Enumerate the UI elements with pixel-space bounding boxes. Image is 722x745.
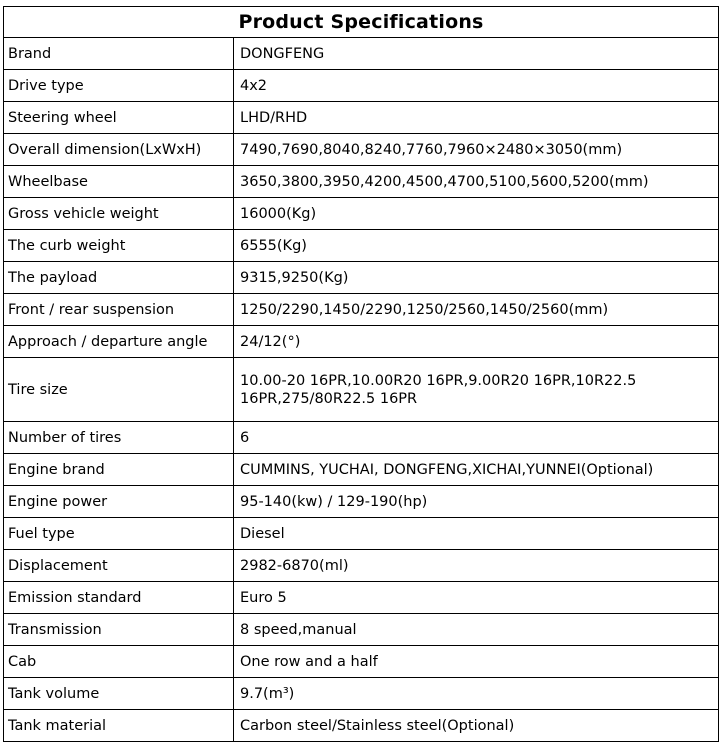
table-row <box>4 422 719 454</box>
spec-value: 6 <box>234 422 719 454</box>
table-row <box>4 454 719 486</box>
spec-label: Gross vehicle weight <box>4 198 234 230</box>
spec-value: 3650,3800,3950,4200,4500,4700,5100,5600,5200(mm) <box>234 166 719 198</box>
spec-table <box>3 6 719 742</box>
table-title: Product Specifications <box>4 7 719 38</box>
spec-value: CUMMINS, YUCHAI, DONGFENG,XICHAI,YUNNEI(Optional) <box>234 454 719 486</box>
spec-value: 24/12(°) <box>234 326 719 358</box>
table-row <box>4 582 719 614</box>
table-row <box>4 678 719 710</box>
table-row <box>4 518 719 550</box>
spec-value: 9.7(m³) <box>234 678 719 710</box>
spec-value: 7490,7690,8040,8240,7760,7960×2480×3050(mm) <box>234 134 719 166</box>
spec-label: Brand <box>4 38 234 70</box>
spec-label: Engine brand <box>4 454 234 486</box>
spec-value: 8 speed,manual <box>234 614 719 646</box>
spec-label: Steering wheel <box>4 102 234 134</box>
table-row <box>4 646 719 678</box>
table-row <box>4 198 719 230</box>
spec-label: Cab <box>4 646 234 678</box>
table-row <box>4 614 719 646</box>
table-row <box>4 134 719 166</box>
spec-label: Engine power <box>4 486 234 518</box>
spec-label: Tank material <box>4 710 234 742</box>
spec-label: Fuel type <box>4 518 234 550</box>
spec-label: Emission standard <box>4 582 234 614</box>
table-row <box>4 486 719 518</box>
spec-value: Euro 5 <box>234 582 719 614</box>
spec-label: Transmission <box>4 614 234 646</box>
spec-label: Tank volume <box>4 678 234 710</box>
spec-value: 10.00-20 16PR,10.00R20 16PR,9.00R20 16PR,10R22.5 16PR,275/80R22.5 16PR <box>234 358 719 422</box>
spec-value: One row and a half <box>234 646 719 678</box>
spec-value: 6555(Kg) <box>234 230 719 262</box>
spec-value: 1250/2290,1450/2290,1250/2560,1450/2560(mm) <box>234 294 719 326</box>
spec-label: The curb weight <box>4 230 234 262</box>
spec-value: 16000(Kg) <box>234 198 719 230</box>
spec-label: Tire size <box>4 358 234 422</box>
spec-label: Number of tires <box>4 422 234 454</box>
spec-value: Carbon steel/Stainless steel(Optional) <box>234 710 719 742</box>
spec-table-container <box>3 6 718 742</box>
table-row <box>4 710 719 742</box>
spec-value: 2982-6870(ml) <box>234 550 719 582</box>
spec-label: Wheelbase <box>4 166 234 198</box>
table-row <box>4 166 719 198</box>
spec-value: Diesel <box>234 518 719 550</box>
table-row <box>4 294 719 326</box>
spec-label: Approach / departure angle <box>4 326 234 358</box>
spec-label: Overall dimension(LxWxH) <box>4 134 234 166</box>
table-row <box>4 230 719 262</box>
table-row <box>4 38 719 70</box>
spec-value: 4x2 <box>234 70 719 102</box>
table-row <box>4 102 719 134</box>
spec-value: 9315,9250(Kg) <box>234 262 719 294</box>
table-row <box>4 358 719 422</box>
spec-value: 95-140(kw) / 129-190(hp) <box>234 486 719 518</box>
spec-label: The payload <box>4 262 234 294</box>
spec-value: DONGFENG <box>234 38 719 70</box>
spec-label: Displacement <box>4 550 234 582</box>
table-row <box>4 70 719 102</box>
table-row <box>4 326 719 358</box>
table-row <box>4 550 719 582</box>
table-row <box>4 262 719 294</box>
spec-value: LHD/RHD <box>234 102 719 134</box>
spec-label: Drive type <box>4 70 234 102</box>
spec-label: Front / rear suspension <box>4 294 234 326</box>
